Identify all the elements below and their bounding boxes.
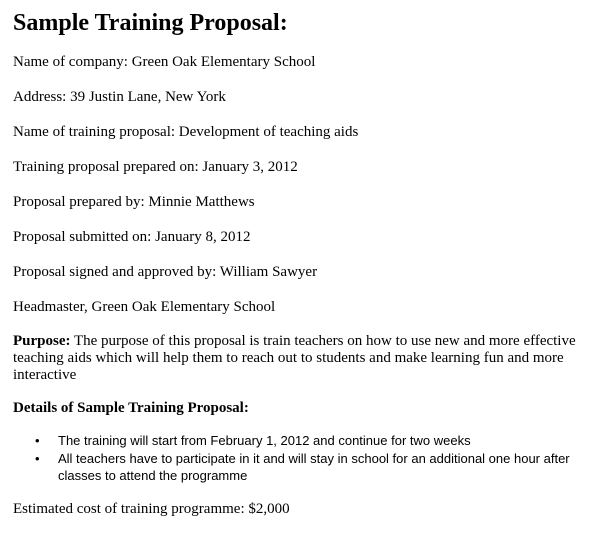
address-field: Address: 39 Justin Lane, New York	[13, 89, 226, 105]
submitted-on-field: Proposal submitted on: January 8, 2012	[13, 229, 251, 245]
list-item	[13, 432, 593, 449]
list-item	[13, 450, 593, 484]
estimated-cost: Estimated cost of training programme: $2,000	[13, 501, 290, 517]
proposal-name-field: Name of training proposal: Development of teaching aids	[13, 124, 359, 140]
approved-by-field: Proposal signed and approved by: William Sawyer	[13, 264, 318, 280]
list-item-text: All teachers have to participate in it and will stay in school for an additional one hour after classes to attend the programme	[58, 451, 570, 483]
bullet-icon: •	[35, 433, 40, 448]
prepared-on-field: Training proposal prepared on: January 3, 2012	[13, 159, 298, 175]
list-item-text: The training will start from February 1, 2012 and continue for two weeks	[58, 433, 471, 448]
document-title: Sample Training Proposal:	[13, 10, 288, 36]
details-bullet-list	[13, 432, 593, 484]
approver-title-field: Headmaster, Green Oak Elementary School	[13, 299, 276, 315]
company-name-field: Name of company: Green Oak Elementary School	[13, 54, 316, 70]
purpose-label: Purpose:	[13, 333, 71, 349]
proposal-document	[13, 8, 593, 519]
bullet-icon: •	[35, 451, 40, 466]
purpose-paragraph	[13, 333, 593, 384]
purpose-text: The purpose of this proposal is train teachers on how to use new and more effective teaching aids which will help them to reach out to students and make learning fun and more interactive	[13, 333, 576, 383]
details-heading: Details of Sample Training Proposal:	[13, 400, 249, 416]
prepared-by-field: Proposal prepared by: Minnie Matthews	[13, 194, 255, 210]
